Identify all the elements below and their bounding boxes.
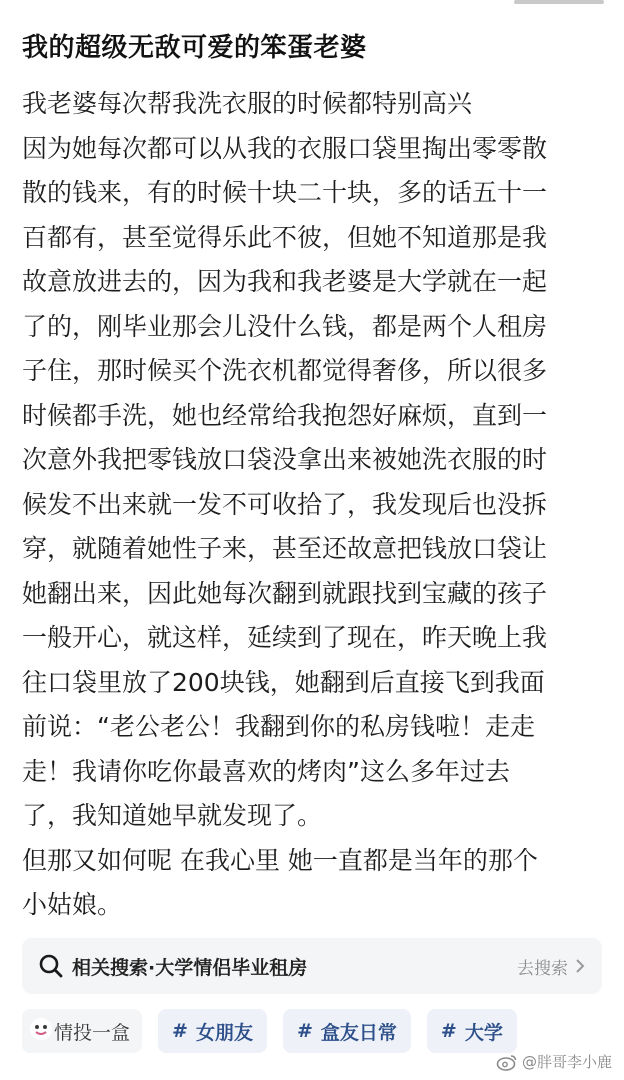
hashtag-label: 女朋友	[195, 1021, 253, 1044]
search-icon	[38, 953, 64, 979]
post-line: 故意放进去的，因为我和我老婆是大学就在一起	[22, 267, 548, 296]
post-line: 一般开心，就这样，延续到了现在，昨天晚上我	[22, 623, 548, 652]
post-line: 次意外我把零钱放口袋没拿出来被她洗衣服的时	[22, 445, 548, 474]
go-search-label: 去搜索	[517, 958, 568, 979]
hashtag-university[interactable]	[427, 1009, 517, 1053]
post-line: 候发不出来就一发不可收拾了，我发现后也没拆	[22, 489, 548, 519]
top-scroll-indicator	[514, 0, 604, 4]
hash-icon: #	[172, 1020, 188, 1042]
related-search-bar[interactable]	[22, 938, 602, 994]
post-line: 了，我知道她早就发现了。	[22, 801, 323, 830]
hashtag-label: 大学	[464, 1021, 503, 1044]
chevron-right-icon	[574, 958, 586, 974]
hashtag-daily[interactable]	[283, 1009, 411, 1053]
app-tag[interactable]	[22, 1009, 142, 1053]
post-line: 百都有，甚至觉得乐此不彼，但她不知道那是我	[22, 222, 548, 252]
post-line: 但那又如何呢 在我心里 她一直都是当年的那个	[22, 845, 538, 875]
post-line: 她翻出来，因此她每次翻到就跟找到宝藏的孩子	[22, 578, 548, 608]
post-line: 了的，刚毕业那会儿没什么钱，都是两个人租房	[22, 311, 548, 341]
post-line: 前说：“老公老公！我翻到你的私房钱啦！走走	[22, 712, 535, 741]
post-line: 时候都手洗，她也经常给我抱怨好麻烦，直到一	[22, 400, 548, 430]
post-line: 穿，就随着她性子来，甚至还故意把钱放口袋让	[22, 534, 548, 563]
related-search-label: 相关搜索·大学情侣毕业租房	[72, 956, 308, 979]
post-title: 我的超级无敌可爱的笨蛋老婆	[22, 33, 367, 63]
hashtag-girlfriend[interactable]	[158, 1009, 267, 1053]
post-line: 我老婆每次帮我洗衣服的时候都特别高兴	[22, 89, 473, 118]
post-line: 子住，那时候买个洗衣机都觉得奢侈，所以很多	[22, 356, 548, 385]
weibo-icon	[496, 1053, 518, 1071]
hash-icon: #	[440, 1020, 457, 1042]
post-body	[22, 82, 607, 928]
hashtag-label: 盒友日常	[320, 1021, 397, 1044]
go-search-button[interactable]	[517, 954, 586, 979]
watermark	[496, 1051, 612, 1072]
tag-row	[22, 1008, 602, 1054]
post-line: 往口袋里放了200块钱，她翻到后直接飞到我面	[22, 667, 545, 697]
post-line: 走！我请你吃你最喜欢的烤肉”这么多年过去	[22, 756, 510, 786]
hash-icon: #	[296, 1020, 313, 1042]
post-line: 散的钱来，有的时候十块二十块，多的话五十一	[22, 178, 548, 207]
app-tag-label: 情投一盒	[54, 1021, 131, 1044]
post-line: 因为她每次都可以从我的衣服口袋里掏出零零散	[22, 133, 548, 163]
app-icon	[28, 1016, 54, 1047]
watermark-text: @胖哥李小鹿	[521, 1053, 612, 1071]
post-line: 小姑娘。	[22, 890, 123, 919]
